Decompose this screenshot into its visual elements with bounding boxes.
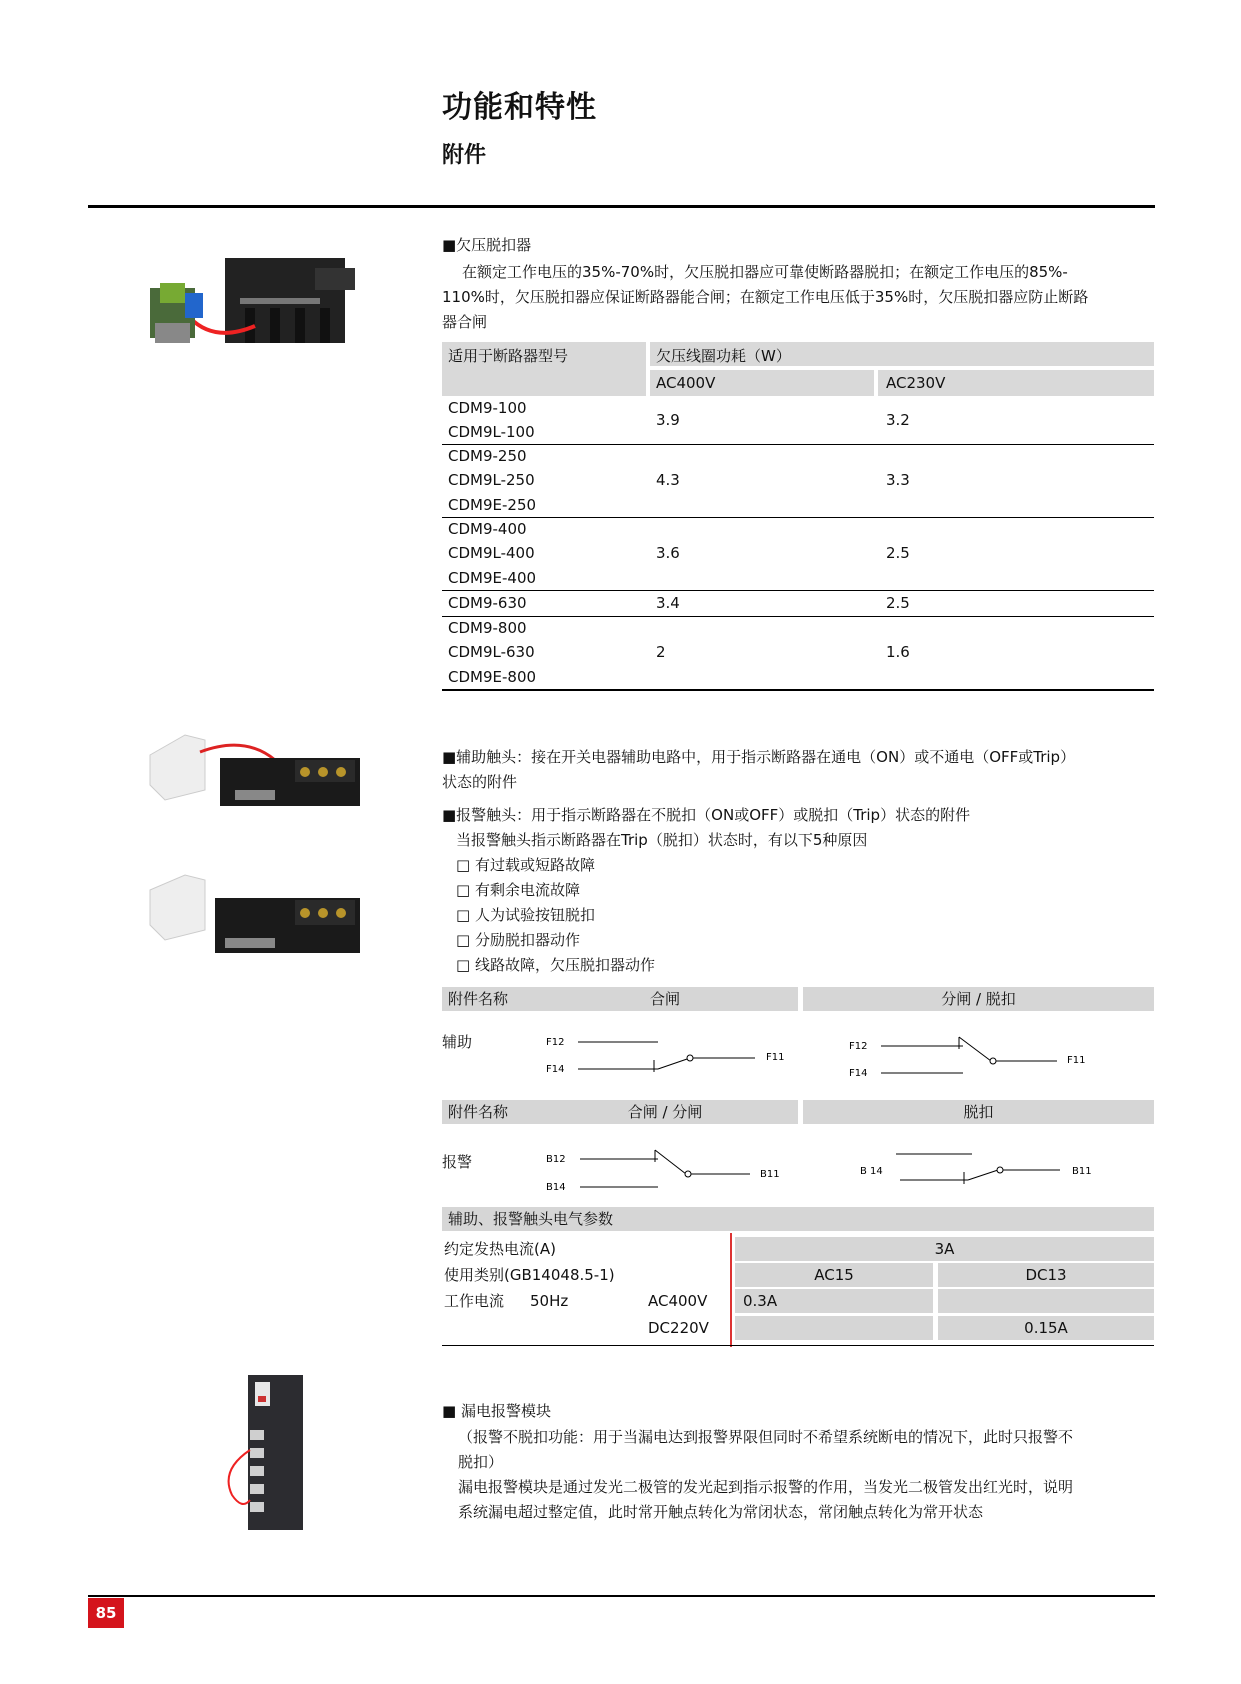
col-header-ac400: AC400V — [656, 374, 716, 392]
table-row-1-model: CDM9L-100 — [448, 423, 535, 441]
rated-current-label: 约定发热电流(A) — [444, 1240, 556, 1258]
utilization-category-label: 使用类别(GB14048.5-1) — [444, 1266, 615, 1284]
leakage-alarm-desc-line1: （报警不脱扣功能：用于当漏电达到报警界限但同时不希望系统断电的情况下，此时只报警不 — [458, 1428, 1074, 1446]
svg-text:B14: B14 — [546, 1182, 566, 1193]
table-row-3-model: CDM9L-400 — [448, 544, 535, 562]
undervoltage-heading: ■欠压脱扣器 — [442, 236, 532, 254]
svg-text:F14: F14 — [546, 1064, 565, 1075]
leakage-alarm-desc-line4: 系统漏电超过整定值，此时常开触点转化为常闭状态，常闭触点转化为常开状态 — [458, 1503, 984, 1521]
table-row-5-model: CDM9-800 — [448, 619, 527, 637]
diagram-row-aux-label: 辅助 — [442, 1033, 473, 1051]
header-divider — [88, 205, 1155, 208]
reason-item: □ 有过载或短路故障 — [456, 856, 595, 874]
svg-text:F12: F12 — [849, 1041, 868, 1052]
operating-frequency: 50Hz — [530, 1292, 569, 1310]
table-row-5-model: CDM9L-630 — [448, 643, 535, 661]
undervoltage-desc-line1: 在额定工作电压的35%-70%时，欠压脱扣器应可靠使断路器脱扣；在额定工作电压的85%- — [462, 263, 1068, 281]
leakage-alarm-heading: ■ 漏电报警模块 — [442, 1402, 551, 1420]
table-row-2-model: CDM9-250 — [448, 447, 527, 465]
table-row-5-model: CDM9E-800 — [448, 668, 537, 686]
table-row-4-ac230: 2.5 — [886, 594, 910, 612]
table-row-2-model: CDM9E-250 — [448, 496, 537, 514]
undervoltage-release-photo — [145, 248, 370, 368]
diagram-header-name: 附件名称 — [442, 1100, 533, 1124]
aux-open-contact-diagram — [845, 1025, 1105, 1080]
svg-text:F11: F11 — [766, 1052, 785, 1063]
current-dc220: 0.15A — [938, 1316, 1154, 1340]
diagram-header-close: 合闸 — [532, 987, 798, 1011]
voltage-ac400: AC400V — [648, 1292, 708, 1310]
undervoltage-desc-line2: 110%时，欠压脱扣器应保证断路器能合闸；在额定工作电压低于35%时，欠压脱扣器应防止断路 — [442, 288, 1089, 306]
col-header-ac230: AC230V — [886, 374, 946, 392]
table-row-5-ac230: 1.6 — [886, 643, 910, 661]
table-row-2-ac400: 4.3 — [656, 471, 680, 489]
table-row-1-model: CDM9-100 — [448, 399, 527, 417]
params-divider — [730, 1233, 732, 1347]
category-ac: AC15 — [735, 1263, 933, 1287]
svg-text:B11: B11 — [1072, 1166, 1092, 1177]
svg-text:F12: F12 — [546, 1037, 565, 1048]
params-title: 辅助、报警触头电气参数 — [442, 1207, 1154, 1231]
voltage-dc220: DC220V — [648, 1319, 709, 1337]
col-header-power: 欠压线圈功耗（W） — [656, 347, 791, 365]
leakage-alarm-desc-line3: 漏电报警模块是通过发光二极管的发光起到指示报警的作用，当发光二极管发出红光时，说明 — [458, 1478, 1074, 1496]
svg-text:F14: F14 — [849, 1068, 868, 1079]
svg-text:B12: B12 — [546, 1154, 566, 1165]
table-row-2-model: CDM9L-250 — [448, 471, 535, 489]
leakage-alarm-module-photo — [220, 1370, 310, 1535]
aux-contact-desc-line2: 状态的附件 — [442, 773, 518, 791]
page-subtitle: 附件 — [442, 143, 487, 168]
reason-item: □ 分励脱扣器动作 — [456, 931, 580, 949]
page-title: 功能和特性 — [442, 90, 597, 125]
table-row-1-ac400: 3.9 — [656, 411, 680, 429]
aux-closed-contact-diagram — [540, 1025, 800, 1075]
undervoltage-desc-line3: 器合闸 — [442, 313, 488, 331]
table-row-3-model: CDM9E-400 — [448, 569, 537, 587]
svg-text:B 14: B 14 — [860, 1166, 883, 1177]
table-row-2-ac230: 3.3 — [886, 471, 910, 489]
table-row-4-model: CDM9-630 — [448, 594, 527, 612]
reason-item: □ 有剩余电流故障 — [456, 881, 580, 899]
svg-text:B11: B11 — [760, 1169, 780, 1180]
diagram-header-trip: 脱扣 — [803, 1100, 1154, 1124]
svg-text:F11: F11 — [1067, 1055, 1086, 1066]
operating-current-label: 工作电流 — [444, 1292, 505, 1310]
alarm-contact-desc-line2: 当报警触头指示断路器在Trip（脱扣）状态时，有以下5种原因 — [456, 831, 868, 849]
col-header-model: 适用于断路器型号 — [448, 347, 569, 365]
diagram-header-name: 附件名称 — [442, 987, 533, 1011]
table-row-4-ac400: 3.4 — [656, 594, 680, 612]
auxiliary-contact-photo — [145, 730, 365, 810]
reason-item: □ 人为试验按钮脱扣 — [456, 906, 595, 924]
diagram-header-close-open: 合闸 / 分闸 — [532, 1100, 798, 1124]
page-number: 85 — [88, 1598, 124, 1628]
current-dc220-ac-empty — [735, 1316, 933, 1340]
aux-contact-desc-line1: ■辅助触头：接在开关电器辅助电路中，用于指示断路器在通电（ON）或不通电（OFF或Trip） — [442, 748, 1076, 766]
table-row-5-ac400: 2 — [656, 643, 666, 661]
rated-current-value: 3A — [735, 1237, 1154, 1261]
reason-item: □ 线路故障，欠压脱扣器动作 — [456, 956, 655, 974]
leakage-alarm-desc-line2: 脱扣） — [458, 1453, 504, 1471]
table-row-3-ac400: 3.6 — [656, 544, 680, 562]
current-ac400-dc-empty — [938, 1289, 1154, 1313]
alarm-contact-photo — [145, 870, 365, 960]
category-dc: DC13 — [938, 1263, 1154, 1287]
alarm-contact-desc-line1: ■报警触头：用于指示断路器在不脱扣（ON或OFF）或脱扣（Trip）状态的附件 — [442, 806, 971, 824]
footer-divider — [88, 1595, 1155, 1597]
table-row-1-ac230: 3.2 — [886, 411, 910, 429]
table-row-3-ac230: 2.5 — [886, 544, 910, 562]
current-ac400: 0.3A — [735, 1289, 933, 1313]
diagram-header-open-trip: 分闸 / 脱扣 — [803, 987, 1154, 1011]
alarm-untripped-contact-diagram — [540, 1140, 800, 1195]
table-row-3-model: CDM9-400 — [448, 520, 527, 538]
alarm-tripped-contact-diagram — [860, 1140, 1100, 1195]
diagram-row-alarm-label: 报警 — [442, 1153, 473, 1171]
